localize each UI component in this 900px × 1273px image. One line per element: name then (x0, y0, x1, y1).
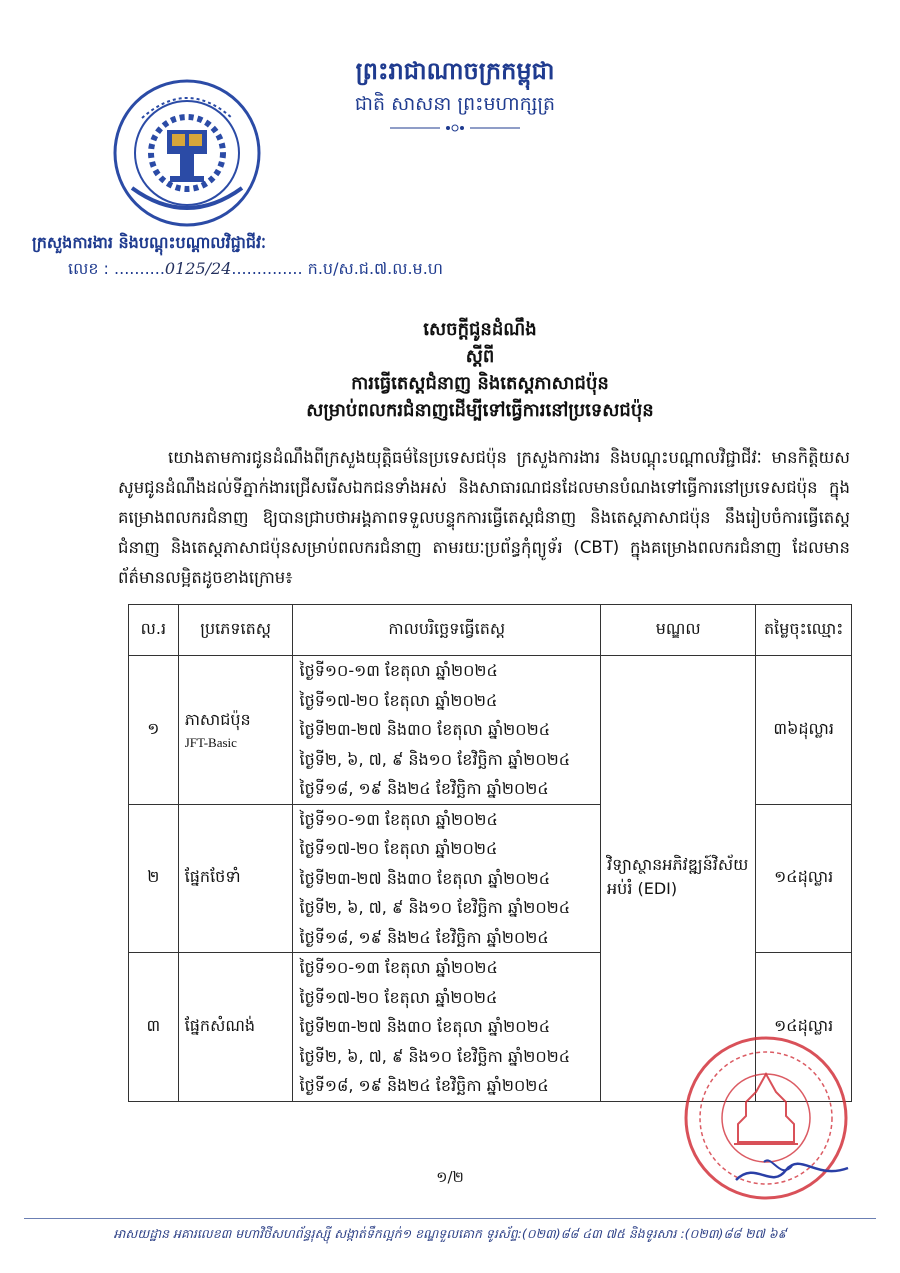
test-subtype: JFT-Basic (184, 734, 237, 750)
header-test-dates: កាលបរិច្ឆេទធ្វើតេស្ដ (293, 605, 601, 656)
table-row (129, 656, 852, 805)
footer-address: អាសយដ្ឋាន អគារលេខ៣ មហាវិថីសហព័ន្ធរុស្ស៊ី សង្កាត់ទឹកល្អក់១ ខណ្ឌទួលគោក ទូរស័ព្ទ:(០២៣)៨៨ ៤៣ ៧៥ និងទូរសារ :(០២៣)៨៨ ២៧ ៦៩ (113, 1226, 787, 1241)
date-line: ថ្ងៃទី១០-១៣ ខែតុលា ឆ្នាំ២០២៤ (299, 661, 498, 680)
date-line: ថ្ងៃទី២៣-២៧ និង៣០ ខែតុលា ឆ្នាំ២០២៤ (299, 720, 551, 739)
date-line: ថ្ងៃទី១៧-២០ ខែតុលា ឆ្នាំ២០២៤ (299, 690, 498, 710)
header-center: មណ្ឌល (601, 605, 756, 656)
registration-fee: ៣៦ដុល្លារ (756, 656, 852, 805)
row-number: ១ (129, 656, 179, 805)
header-test-type: ប្រភេទតេស្ដ (178, 605, 293, 656)
kingdom-heading: ព្រះរាជាណាចក្រកម្ពុជា (355, 57, 555, 85)
reference-number: លេខ : ..........0125/24.............. ក.ប/ស.ជ.៧.ល.ម.ហ (68, 259, 444, 278)
official-stamp-icon (676, 1030, 866, 1210)
row-number: ២ (129, 804, 179, 953)
national-motto: ជាតិ សាសនា ព្រះមហាក្សត្រ (354, 93, 556, 115)
date-line: ថ្ងៃទី២, ៦, ៧, ៩ និង១០ ខែវិច្ឆិកា ឆ្នាំ២០២៤ (299, 898, 571, 917)
date-line: ថ្ងៃទី១០-១៣ ខែតុលា ឆ្នាំ២០២៤ (299, 809, 498, 829)
date-line: ថ្ងៃទី១៨, ១៩ និង២៤ ខែវិច្ឆិកា ឆ្នាំ២០២៤ (299, 927, 549, 947)
date-line: ថ្ងៃទី២៣-២៧ និង៣០ ខែតុលា ឆ្នាំ២០២៤ (299, 1017, 551, 1036)
test-type (178, 804, 293, 953)
test-type-label: ផ្នែកថែទាំ (184, 867, 241, 887)
notice-paragraph: យោងតាមការជូនដំណឹងពីក្រសួងយុត្តិធម៌នៃប្រទេសជប៉ុន ក្រសួងការងារ និងបណ្តុះបណ្តាលវិជ្ជាជីវៈ មានកិត្តិយសសូមជូនដំណឹងដល់ទីភ្នាក់ងារជ្រើសរើសឯកជនទាំងអស់ និងសាធារណជនដែលមានបំណងទៅធ្វើការនៅប្រទេសជប៉ុន ក្នុងគម្រោងពលករជំនាញ ឱ្យបានជ្រាបថាអង្គភាពទទួលបន្ទុកការធ្វើតេស្ដជំនាញ និងតេស្ដភាសាជប៉ុន នឹងរៀបចំការធ្វើតេស្ដជំនាញ និងតេស្ដភាសាជប៉ុនសម្រាប់ពលករជំនាញ តាមរយៈប្រព័ន្ធកុំព្យូទ័រ (CBT) ក្នុងគម្រោងពលករជំនាញ ដែលមានព័ត៌មានលម្អិតដូចខាងក្រោម៖ (118, 448, 850, 587)
date-line: ថ្ងៃទី២៣-២៧ និង៣០ ខែតុលា ឆ្នាំ២០២៤ (299, 868, 551, 888)
row-number: ៣ (129, 953, 179, 1102)
date-line: ថ្ងៃទី១០-១៣ ខែតុលា ឆ្នាំ២០២៤ (299, 958, 498, 977)
date-line: ថ្ងៃទី១៧-២០ ខែតុលា ឆ្នាំ២០២៤ (299, 839, 498, 858)
reference-suffix: ក.ប/ស.ជ.៧.ល.ម.ហ (307, 259, 444, 278)
reference-label: លេខ : (68, 259, 109, 278)
notice-title-block (250, 316, 710, 424)
notice-subject-detail: សម្រាប់ពលករជំនាញដើម្បីទៅធ្វើការនៅប្រទេសជប៉ុន (306, 400, 654, 421)
test-type-label: ភាសាជប៉ុន (184, 709, 251, 729)
ministry-name: ក្រសួងការងារ និងបណ្ដុះបណ្ដាលវិជ្ជាជីវៈ (32, 233, 266, 252)
test-schedule-table (128, 604, 852, 1102)
date-line: ថ្ងៃទី២, ៦, ៧, ៩ និង១០ ខែវិច្ឆិកា ឆ្នាំ២០២៤ (299, 749, 571, 769)
header-fee: តម្លៃចុះឈ្មោះ (756, 605, 852, 656)
date-line: ថ្ងៃទី១៧-២០ ខែតុលា ឆ្នាំ២០២៤ (299, 987, 498, 1007)
date-line: ថ្ងៃទី២, ៦, ៧, ៩ និង១០ ខែវិច្ឆិកា ឆ្នាំ២០២៤ (299, 1046, 571, 1066)
test-dates (293, 804, 601, 953)
test-type (178, 656, 293, 805)
reference-handwritten-number: 0125/24 (164, 259, 232, 278)
notice-subject-prefix: ស្ដីពី (465, 346, 495, 367)
footer-divider (24, 1218, 876, 1219)
test-type (178, 953, 293, 1102)
header-number: ល.រ (129, 605, 179, 656)
table-header-row (129, 605, 852, 656)
registration-fee: ១៤ដុល្លារ (756, 953, 852, 1102)
test-dates (293, 953, 601, 1102)
registration-fee: ១៤ដុល្លារ (756, 804, 852, 953)
notice-subject: ការធ្វើតេស្ដជំនាញ និងតេស្ដភាសាជប៉ុន (351, 373, 609, 394)
notice-title: សេចក្ដីជូនដំណឹង (423, 319, 537, 340)
date-line: ថ្ងៃទី១៨, ១៩ និង២៤ ខែវិច្ឆិកា ឆ្នាំ២០២៤ (299, 779, 549, 798)
ornament-divider-icon (390, 123, 520, 133)
page-number: ១/២ (436, 1168, 464, 1186)
ministry-seal-icon (112, 78, 262, 228)
test-dates (293, 656, 601, 805)
date-line: ថ្ងៃទី១៨, ១៩ និង២៤ ខែវិច្ឆិកា ឆ្នាំ២០២៤ (299, 1076, 549, 1095)
test-center: វិទ្យាស្ថានអភិវឌ្ឍន៍វិស័យអប់រំ (EDI) (601, 656, 756, 1102)
test-type-label: ផ្នែកសំណង់ (184, 1015, 255, 1035)
